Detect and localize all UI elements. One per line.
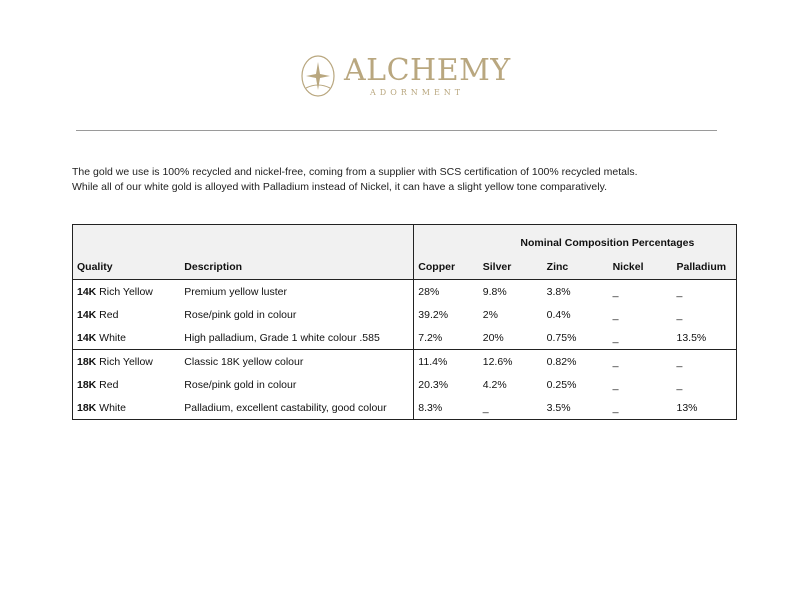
table-row — [73, 326, 737, 350]
karat: 18K — [77, 378, 97, 391]
brand-name: ALCHEMY — [344, 53, 511, 88]
brand-logo — [300, 52, 511, 102]
copper-value: 20.3% — [414, 373, 479, 396]
silver-value: _ — [482, 401, 489, 414]
star-compass-emblem-icon — [300, 54, 336, 98]
composition-table — [72, 224, 737, 420]
palladium-value: _ — [676, 355, 683, 368]
nickel-value: _ — [612, 308, 619, 321]
nickel-value: _ — [612, 355, 619, 368]
header-silver: Silver — [479, 255, 543, 280]
header-quality: Quality — [73, 255, 181, 280]
nickel-value: _ — [612, 378, 619, 391]
quality: Red — [96, 378, 119, 391]
header-zinc: Zinc — [543, 255, 609, 280]
intro-line-2: While all of our white gold is alloyed with Palladium instead of Nickel, it can have a slight yellow tone comparatively. — [72, 181, 607, 193]
zinc-value: 0.82% — [546, 355, 577, 368]
description: Rose/pink gold in colour — [184, 308, 297, 321]
silver-value: 12.6% — [482, 355, 513, 368]
karat: 18K — [77, 401, 97, 414]
karat: 14K — [77, 308, 97, 321]
nickel-value: _ — [612, 285, 619, 298]
description: Classic 18K yellow colour — [184, 355, 304, 368]
description: Palladium, excellent castability, good colour — [184, 401, 387, 414]
palladium-value: _ — [676, 378, 683, 391]
divider — [76, 130, 717, 131]
table-row — [73, 350, 737, 374]
quality: White — [96, 401, 127, 414]
table-row — [73, 280, 737, 304]
silver-value: 4.2% — [482, 378, 507, 391]
group-header: Nominal Composition Percentages — [479, 225, 737, 256]
zinc-value: 0.25% — [546, 378, 577, 391]
palladium-value: 13% — [676, 401, 698, 414]
copper-value: 39.2% — [414, 303, 479, 326]
karat: 14K — [77, 285, 97, 298]
zinc-value: 3.8% — [546, 285, 571, 298]
copper-value: 7.2% — [414, 326, 479, 350]
description: Rose/pink gold in colour — [184, 378, 297, 391]
palladium-value: _ — [676, 285, 683, 298]
table-header-row — [73, 255, 737, 280]
copper-value: 28% — [414, 280, 479, 304]
zinc-value: 0.75% — [543, 326, 609, 350]
quality: Rich Yellow — [96, 355, 153, 368]
silver-value: 20% — [479, 326, 543, 350]
header-description: Description — [180, 255, 414, 280]
karat: 18K — [77, 355, 97, 368]
zinc-value: 3.5% — [546, 401, 571, 414]
copper-value: 8.3% — [414, 396, 479, 420]
zinc-value: 0.4% — [546, 308, 571, 321]
table-row — [73, 303, 737, 326]
karat: 14K — [77, 331, 97, 344]
palladium-value: 13.5% — [672, 326, 736, 350]
quality: Red — [96, 308, 119, 321]
brand-subtitle: ADORNMENT — [370, 88, 465, 97]
header-nickel: Nickel — [609, 255, 673, 280]
table-row — [73, 396, 737, 420]
table-group-header-row — [73, 225, 737, 256]
nickel-value: _ — [609, 326, 673, 350]
nickel-value: _ — [612, 401, 619, 414]
description: High palladium, Grade 1 white colour .585 — [180, 326, 414, 350]
quality: White — [96, 331, 127, 344]
description: Premium yellow luster — [184, 285, 287, 298]
header-palladium: Palladium — [672, 255, 736, 280]
table-row — [73, 373, 737, 396]
copper-value: 11.4% — [414, 350, 479, 374]
intro-line-1: The gold we use is 100% recycled and nickel-free, coming from a supplier with SCS certification of 100% recycled metals. — [72, 166, 638, 178]
silver-value: 9.8% — [482, 285, 507, 298]
intro-text — [72, 165, 638, 195]
silver-value: 2% — [482, 308, 498, 321]
palladium-value: _ — [676, 308, 683, 321]
quality: Rich Yellow — [96, 285, 153, 298]
header-copper: Copper — [414, 255, 479, 280]
